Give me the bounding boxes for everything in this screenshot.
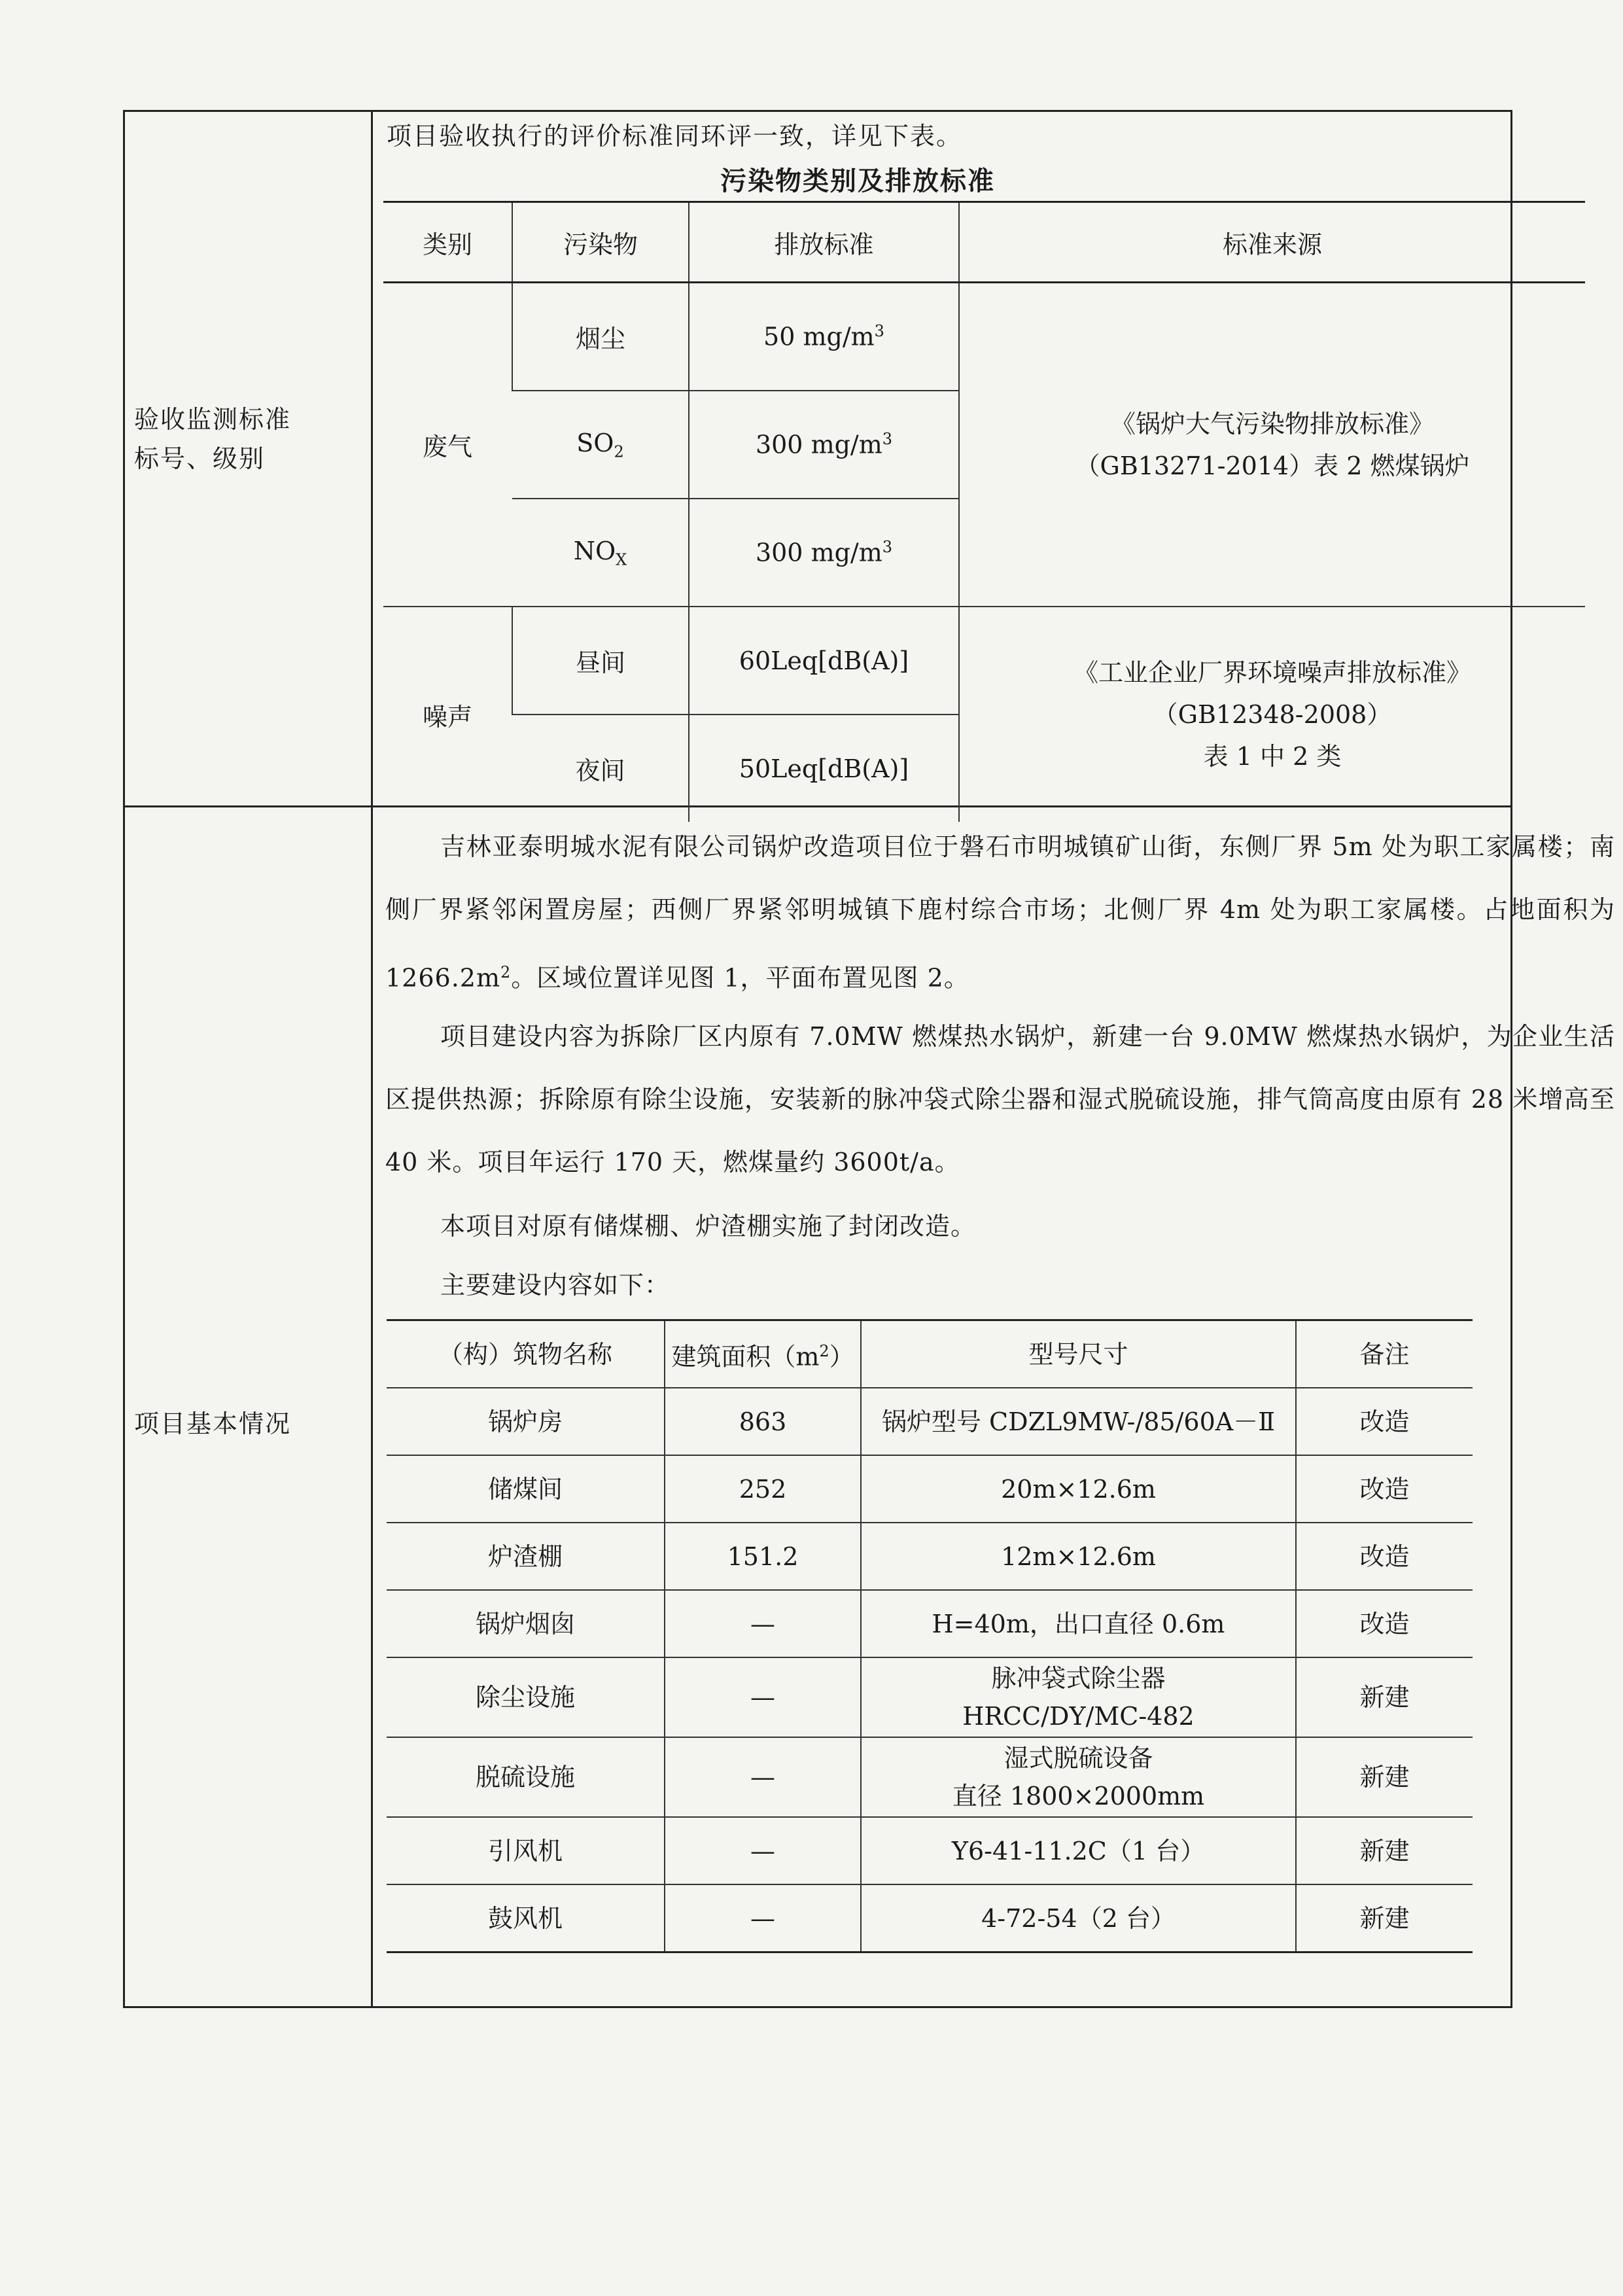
- row-spec: 脉冲袋式除尘器 HRCC/DY/MC-482: [861, 1657, 1296, 1737]
- row-name: 脱硫设施: [387, 1737, 665, 1817]
- row-spec: 4-72-54（2 台）: [861, 1884, 1296, 1952]
- row-name: 引风机: [387, 1817, 665, 1884]
- row-note: 改造: [1296, 1523, 1473, 1590]
- category-exhaust: 废气: [383, 283, 512, 607]
- standard-night: 50Leq[dB(A)]: [689, 715, 959, 822]
- table-row: [383, 283, 1585, 391]
- row-area: —: [665, 1884, 861, 1952]
- project-paragraph-location: 吉林亚泰明城水泥有限公司锅炉改造项目位于磐石市明城镇矿山街，东侧厂界 5m 处为职工家属楼；南侧厂界紧邻闲置房屋；西侧厂界紧邻明城镇下鹿村综合市场；北侧厂界 4m 处为职工家属楼。占地面积为 $1266.2m^2$。区域位置详见图 1，平面布置见图 2。: [385, 832, 1615, 993]
- pollutant-nox: $NO_X$: [512, 499, 689, 607]
- row-area: 151.2: [665, 1523, 861, 1590]
- header-note: 备注: [1296, 1320, 1473, 1388]
- row-note: 改造: [1296, 1388, 1473, 1455]
- project-paragraph-enclosure: 本项目对原有储煤棚、炉渣棚实施了封闭改造。: [440, 1212, 977, 1241]
- period-night: 夜间: [575, 756, 625, 785]
- standards-label-line1: 验收监测标准: [134, 405, 292, 434]
- row-note: 改造: [1296, 1590, 1473, 1657]
- row-name: 除尘设施: [387, 1657, 665, 1737]
- row-area: —: [665, 1817, 861, 1884]
- row-name: 炉渣棚: [387, 1523, 665, 1590]
- column-divider: [371, 112, 373, 2006]
- row-area: —: [665, 1657, 861, 1737]
- row-area: 252: [665, 1455, 861, 1523]
- header-spec: 型号尺寸: [861, 1320, 1296, 1388]
- project-paragraph-list-intro: 主要建设内容如下：: [440, 1271, 671, 1299]
- row-area: 863: [665, 1388, 861, 1455]
- table-row: [387, 1455, 1473, 1523]
- construction-table: [387, 1319, 1473, 1953]
- standard-nox: 300 $mg/m^3$: [689, 499, 959, 607]
- table-header-row: [387, 1320, 1473, 1388]
- row-spec: Y6-41-11.2C（1 台）: [861, 1817, 1296, 1884]
- row-name: 锅炉房: [387, 1388, 665, 1455]
- emission-standards-table: [383, 201, 1585, 822]
- table-row: [387, 1737, 1473, 1817]
- standard-dust: 50 $mg/m^3$: [689, 283, 959, 391]
- standard-day: 60Leq[dB(A)]: [689, 607, 959, 715]
- header-category: 类别: [383, 202, 512, 283]
- source-noise: 《工业企业厂界环境噪声排放标准》 （GB12348-2008） 表 1 中 2 类: [959, 607, 1585, 822]
- project-paragraph-content: 项目建设内容为拆除厂区内原有 7.0MW 燃煤热水锅炉，新建一台 9.0MW 燃煤热水锅炉，为企业生活区提供热源；拆除原有除尘设施，安装新的脉冲袋式除尘器和湿式脱硫设施，排气筒高度由原有 28 米增高至 40 米。项目年运行 170 天，燃煤量约 3600t/a。: [385, 1022, 1615, 1176]
- standard-so2: 300 $mg/m^3$: [689, 391, 959, 499]
- pollutant-dust: 烟尘: [512, 283, 689, 391]
- standards-intro: 项目验收执行的评价标准同环评一致，详见下表。: [387, 122, 963, 150]
- row-spec: 湿式脱硫设备 直径 1800×2000mm: [861, 1737, 1296, 1817]
- header-standard: 排放标准: [689, 202, 959, 283]
- row-spec: H=40m，出口直径 0.6m: [861, 1590, 1296, 1657]
- period-day: 昼间: [512, 607, 689, 715]
- source-exhaust: 《锅炉大气污染物排放标准》 （GB13271-2014）表 2 燃煤锅炉: [959, 283, 1585, 607]
- standards-label: [134, 400, 291, 478]
- row-note: 新建: [1296, 1817, 1473, 1884]
- table-row: [387, 1590, 1473, 1657]
- table-row: [387, 1817, 1473, 1884]
- header-pollutant: 污染物: [512, 202, 689, 283]
- pollutant-so2: $SO_2$: [512, 391, 689, 499]
- table-row: [387, 1523, 1473, 1590]
- header-source: 标准来源: [959, 202, 1585, 283]
- row-name: 鼓风机: [387, 1884, 665, 1952]
- category-noise: 噪声: [422, 702, 472, 732]
- row-spec: 锅炉型号 CDZL9MW-/85/60A－Ⅱ: [861, 1388, 1296, 1455]
- row-note: 新建: [1296, 1737, 1473, 1817]
- row-area: —: [665, 1737, 861, 1817]
- project-label: 项目基本情况: [134, 1409, 292, 1438]
- row-note: 新建: [1296, 1657, 1473, 1737]
- row-area: —: [665, 1590, 861, 1657]
- table-header-row: [383, 202, 1585, 283]
- table-row: [387, 1657, 1473, 1737]
- table-row: [387, 1388, 1473, 1455]
- table-row: [387, 1884, 1473, 1952]
- row-spec: 12m×12.6m: [861, 1523, 1296, 1590]
- row-name: 锅炉烟囱: [387, 1590, 665, 1657]
- form-frame: [123, 110, 1615, 2008]
- row-name: 储煤间: [387, 1455, 665, 1523]
- row-note: 改造: [1296, 1455, 1473, 1523]
- standards-table-caption: 污染物类别及排放标准: [720, 166, 995, 196]
- header-name: （构）筑物名称: [387, 1320, 665, 1388]
- table-row: [383, 607, 1585, 715]
- row-note: 新建: [1296, 1884, 1473, 1952]
- standards-label-line2: 标号、级别: [134, 444, 266, 473]
- row-spec: 20m×12.6m: [861, 1455, 1296, 1523]
- header-area: 建筑面积$(m^2)$: [665, 1320, 861, 1388]
